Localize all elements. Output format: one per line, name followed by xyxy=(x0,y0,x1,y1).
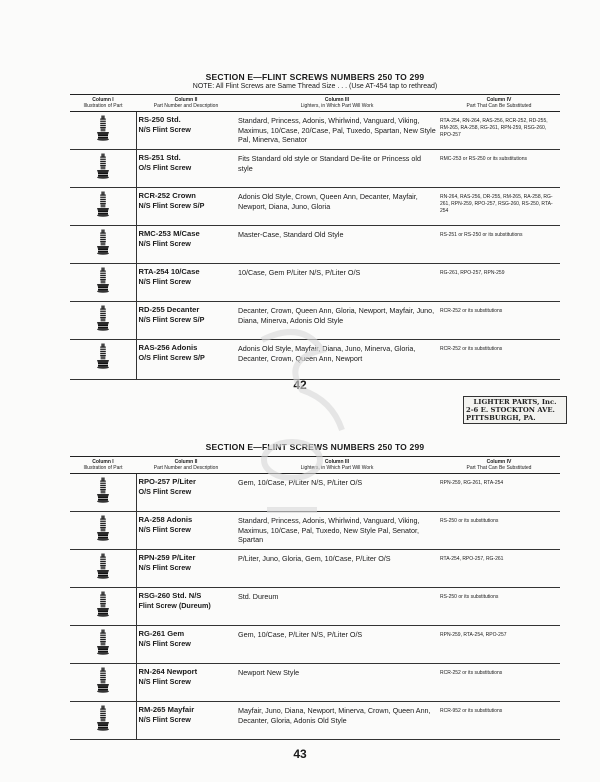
substitutes-cell: RCR-952 or its substitutions xyxy=(438,702,560,740)
column-label: Illustration of Part xyxy=(83,103,123,109)
stamp-line: 2-6 E. STOCKTON AVE. xyxy=(466,406,555,414)
table-row xyxy=(70,512,560,550)
part-number: RTA-254 10/Case xyxy=(138,267,200,276)
part-description: O/S Flint Screw S/P xyxy=(138,352,205,362)
column-number: Column I xyxy=(92,459,114,465)
flint-screw-icon xyxy=(96,604,110,621)
table-row xyxy=(70,588,560,626)
column-label: Part Number and Description xyxy=(153,103,219,109)
header-column-1 xyxy=(70,95,136,112)
part-number: RMC-253 M/Case xyxy=(138,229,200,238)
column-label: Illustration of Part xyxy=(83,465,123,471)
part-description: N/S Flint Screw xyxy=(138,676,191,686)
part-cell xyxy=(136,588,236,626)
lighters-cell: Standard, Princess, Adonis, Whirlwind, Vanguard, Viking, Maximus, 10/Case, 20/Case, Pal, Tuxedo, Spartan, New Style Pal, Minerva, Senator xyxy=(236,112,438,150)
part-cell xyxy=(136,626,236,664)
illustration-cell xyxy=(70,550,136,588)
lighters-cell: Std. Dureum xyxy=(236,588,438,626)
section-note: NOTE: All Flint Screws are Same Thread Size . . . (Use AT-454 tap to rethread) xyxy=(192,83,438,90)
flint-screw-icon xyxy=(96,166,110,183)
part-cell xyxy=(136,302,236,340)
part-number: RS-250 Std. xyxy=(138,115,181,124)
table-row xyxy=(70,626,560,664)
header-column-2 xyxy=(136,457,236,474)
table-row xyxy=(70,264,560,302)
part-number: RG-261 Gem xyxy=(138,629,185,638)
substitutes-cell: RTA-254, RN-264, RAS-256, RCR-252, RD-255, RM-265, RA-258, RG-261, RPN-259, RSG-260, RPO-257 xyxy=(438,112,560,150)
part-cell xyxy=(136,550,236,588)
illustration-cell xyxy=(70,340,136,380)
page-number: 43 xyxy=(293,747,307,761)
table-row xyxy=(70,474,560,512)
table-row xyxy=(70,702,560,740)
part-description: N/S Flint Screw S/P xyxy=(138,200,205,210)
illustration-cell xyxy=(70,226,136,264)
part-description: N/S Flint Screw xyxy=(138,124,191,134)
flint-screw-icon xyxy=(96,128,110,145)
lighters-cell: Adonis Old Style, Crown, Queen Ann, Decanter, Mayfair, Newport, Diana, Juno, Gloria xyxy=(236,188,438,226)
part-description: N/S Flint Screw xyxy=(138,638,191,648)
flint-screw-icon xyxy=(96,242,110,259)
part-cell xyxy=(136,264,236,302)
part-number: RSG-260 Std. N/S xyxy=(138,591,202,600)
page-number: 42 xyxy=(293,378,307,392)
column-number: Column II xyxy=(174,97,198,103)
illustration-cell xyxy=(70,150,136,188)
table-row xyxy=(70,340,560,380)
section-title: SECTION E—FLINT SCREWS NUMBERS 250 TO 299 xyxy=(205,72,425,82)
illustration-cell xyxy=(70,702,136,740)
parts-table xyxy=(70,94,560,380)
part-cell xyxy=(136,340,236,380)
column-label: Part That Can Be Substituted xyxy=(466,465,532,471)
column-number: Column II xyxy=(174,459,198,465)
illustration-cell xyxy=(70,188,136,226)
flint-screw-icon xyxy=(96,490,110,507)
flint-screw-icon xyxy=(96,680,110,697)
substitutes-cell: RS-250 or its substitutions xyxy=(438,512,560,550)
illustration-cell xyxy=(70,512,136,550)
substitutes-cell: RPN-259, RTA-254, RPO-257 xyxy=(438,626,560,664)
flint-screw-icon xyxy=(96,204,110,221)
substitutes-cell: RPN-259, RG-261, RTA-254 xyxy=(438,474,560,512)
part-number: RD-255 Decanter xyxy=(138,305,200,314)
flint-screw-icon xyxy=(96,642,110,659)
illustration-cell xyxy=(70,664,136,702)
illustration-cell xyxy=(70,626,136,664)
part-number: RCR-252 Crown xyxy=(138,191,196,200)
header-column-4 xyxy=(438,457,560,474)
part-description: O/S Flint Screw xyxy=(138,162,192,172)
flint-screw-icon xyxy=(96,718,110,735)
header-column-3 xyxy=(236,95,438,112)
substitutes-cell: RCR-252 or its substitutions xyxy=(438,664,560,702)
table-row xyxy=(70,112,560,150)
lighters-cell: Decanter, Crown, Queen Ann, Gloria, Newport, Mayfair, Juno, Diana, Minerva, Adonis Old Style xyxy=(236,302,438,340)
substitutes-cell: RN-264, RAS-256, DR-255, RM-265, RA-258, RG-261, RPN-259, RPO-257, RSG-260, RS-250, RTA-254 xyxy=(438,188,560,226)
column-number: Column III xyxy=(324,459,350,465)
lighters-cell: Standard, Princess, Adonis, Whirlwind, Vanguard, Viking, Maximus, 10/Case, Pal, Tuxedo, New Style Pal, Senator, Spartan xyxy=(236,512,438,550)
part-cell xyxy=(136,512,236,550)
column-number: Column IV xyxy=(486,97,512,103)
substitutes-cell: RG-261, RPO-257, RPN-259 xyxy=(438,264,560,302)
illustration-cell xyxy=(70,112,136,150)
substitutes-cell: RS-250 or its substitutions xyxy=(438,588,560,626)
part-number: RN-264 Newport xyxy=(138,667,198,676)
part-description: N/S Flint Screw xyxy=(138,276,191,286)
stamp-line: PITTSBURGH, PA. xyxy=(466,414,536,422)
section-title: SECTION E—FLINT SCREWS NUMBERS 250 TO 299 xyxy=(205,442,425,452)
table-row xyxy=(70,550,560,588)
lighters-cell: Adonis Old Style, Mayfair, Diana, Juno, Minerva, Gloria, Decanter, Crown, Queen Ann, Newport xyxy=(236,340,438,380)
table-row xyxy=(70,226,560,264)
illustration-cell xyxy=(70,302,136,340)
substitutes-cell: RMC-253 or RS-250 or its substitutions xyxy=(438,150,560,188)
part-description: N/S Flint Screw xyxy=(138,524,191,534)
part-cell xyxy=(136,188,236,226)
substitutes-cell: RS-251 or RS-250 or its substitutions xyxy=(438,226,560,264)
lighters-cell: Master-Case, Standard Old Style xyxy=(236,226,438,264)
table-row xyxy=(70,188,560,226)
illustration-cell xyxy=(70,474,136,512)
substitutes-cell: RCR-252 or its substitutions xyxy=(438,340,560,380)
part-cell xyxy=(136,112,236,150)
illustration-cell xyxy=(70,588,136,626)
table-header xyxy=(70,95,560,112)
header-column-3 xyxy=(236,457,438,474)
part-number: RPO-257 P/Liter xyxy=(138,477,196,486)
part-cell xyxy=(136,150,236,188)
part-number: RAS-256 Adonis xyxy=(138,343,198,352)
lighters-cell: Fits Standard old style or Standard De-lite or Princess old style xyxy=(236,150,438,188)
stamp-line: LIGHTER PARTS, Inc. xyxy=(473,398,557,406)
flint-screw-icon xyxy=(96,318,110,335)
header-column-4 xyxy=(438,95,560,112)
part-cell xyxy=(136,226,236,264)
part-description: N/S Flint Screw xyxy=(138,238,191,248)
column-label: Lighters, in Which Part Will Work xyxy=(300,103,374,109)
table-row xyxy=(70,664,560,702)
column-label: Part That Can Be Substituted xyxy=(466,103,532,109)
part-number: RA-258 Adonis xyxy=(138,515,193,524)
column-number: Column IV xyxy=(486,459,512,465)
lighters-cell: 10/Case, Gem P/Liter N/S, P/Liter O/S xyxy=(236,264,438,302)
lighters-cell: Gem, 10/Case, P/Liter N/S, P/Liter O/S xyxy=(236,474,438,512)
illustration-cell xyxy=(70,264,136,302)
substitutes-cell: RTA-254, RPO-257, RG-261 xyxy=(438,550,560,588)
table-header xyxy=(70,457,560,474)
flint-screw-icon xyxy=(96,528,110,545)
flint-screw-icon xyxy=(96,566,110,583)
flint-screw-icon xyxy=(96,280,110,297)
lighters-cell: Mayfair, Juno, Diana, Newport, Minerva, Crown, Queen Ann, Decanter, Gloria, Adonis Old Style xyxy=(236,702,438,740)
part-description: O/S Flint Screw xyxy=(138,486,192,496)
part-number: RPN-259 P/Liter xyxy=(138,553,196,562)
part-description: N/S Flint Screw xyxy=(138,714,191,724)
part-description: N/S Flint Screw S/P xyxy=(138,314,205,324)
column-number: Column I xyxy=(92,97,114,103)
table-row xyxy=(70,302,560,340)
column-label: Part Number and Description xyxy=(153,465,219,471)
substitutes-cell: RCR-252 or its substitutions xyxy=(438,302,560,340)
flint-screw-icon xyxy=(96,356,110,373)
lighters-cell: Gem, 10/Case, P/Liter N/S, P/Liter O/S xyxy=(236,626,438,664)
header-column-1 xyxy=(70,457,136,474)
section-page-42 xyxy=(70,72,560,380)
part-cell xyxy=(136,702,236,740)
part-cell xyxy=(136,474,236,512)
part-cell xyxy=(136,664,236,702)
part-description: N/S Flint Screw xyxy=(138,562,191,572)
part-number: RM-265 Mayfair xyxy=(138,705,195,714)
table-row xyxy=(70,150,560,188)
lighters-cell: Newport New Style xyxy=(236,664,438,702)
header-column-2 xyxy=(136,95,236,112)
parts-table xyxy=(70,456,560,740)
column-number: Column III xyxy=(324,97,350,103)
section-page-43 xyxy=(70,442,560,740)
part-number: RS-251 Std. xyxy=(138,153,181,162)
company-stamp xyxy=(463,396,567,424)
column-label: Lighters, in Which Part Will Work xyxy=(300,465,374,471)
lighters-cell: P/Liter, Juno, Gloria, Gem, 10/Case, P/Liter O/S xyxy=(236,550,438,588)
part-description: Flint Screw (Dureum) xyxy=(138,600,211,610)
